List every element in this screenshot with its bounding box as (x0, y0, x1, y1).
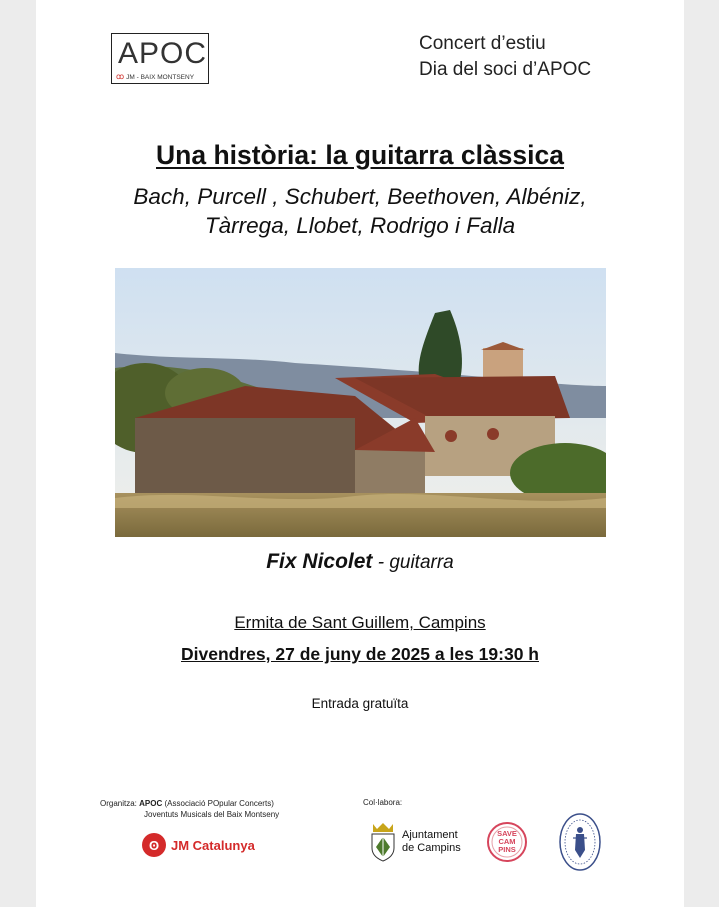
event-date: Divendres, 27 de juny de 2025 a les 19:30 h (181, 644, 539, 664)
save-campins-logo (487, 822, 527, 862)
parish-seal-icon (558, 812, 602, 872)
collaborators-label: Col·labora: (363, 798, 403, 807)
apoc-logo-sub: JM - BAIX MONTSENY (126, 74, 195, 81)
organizer-name: APOC (139, 799, 163, 808)
event-occasion: Dia del soci d’APOC (419, 59, 592, 80)
apoc-logo-mark: APOC (118, 37, 208, 70)
event-type: Concert d’estiu (419, 33, 546, 54)
poster-page (36, 0, 684, 907)
save-line-1: SAVE (497, 829, 517, 838)
jm-swirl-icon: ꝏ (116, 72, 125, 81)
jm-logo-text: JM Catalunya (171, 837, 255, 853)
ajuntament-logo (370, 822, 461, 862)
performer (36, 550, 684, 574)
composers-line-1: Bach, Purcell , Schubert, Beethoven, Albéniz, (133, 184, 587, 209)
composers-line-2: Tàrrega, Llobet, Rodrigo i Falla (204, 213, 516, 238)
organizer-info (100, 798, 279, 820)
jm-circle-icon: ʘ (142, 833, 166, 857)
venue: Ermita de Sant Guillem, Campins (234, 613, 486, 632)
save-line-2: CAM (498, 837, 516, 846)
apoc-logo (111, 33, 209, 84)
event-header (419, 31, 591, 83)
ajuntament-line-1: Ajuntament (402, 829, 458, 841)
hermitage-photo (115, 268, 606, 537)
composers (36, 182, 684, 240)
performer-role: - guitarra (372, 552, 454, 573)
entry-info: Entrada gratuïta (311, 696, 409, 711)
ajuntament-line-2: de Campins (402, 842, 461, 854)
organizer-line-2: Joventuts Musicals del Baix Montseny (144, 810, 280, 819)
jm-catalunya-logo (142, 832, 255, 858)
concert-title: Una història: la guitarra clàssica (156, 140, 564, 170)
save-line-3: PINS (498, 845, 516, 854)
campins-coat-of-arms-icon (370, 822, 396, 862)
performer-name: Fix Nicolet (266, 550, 373, 573)
organizer-desc: (Associació POpular Concerts) (162, 799, 274, 808)
organizer-prefix: Organitza: (100, 799, 140, 808)
